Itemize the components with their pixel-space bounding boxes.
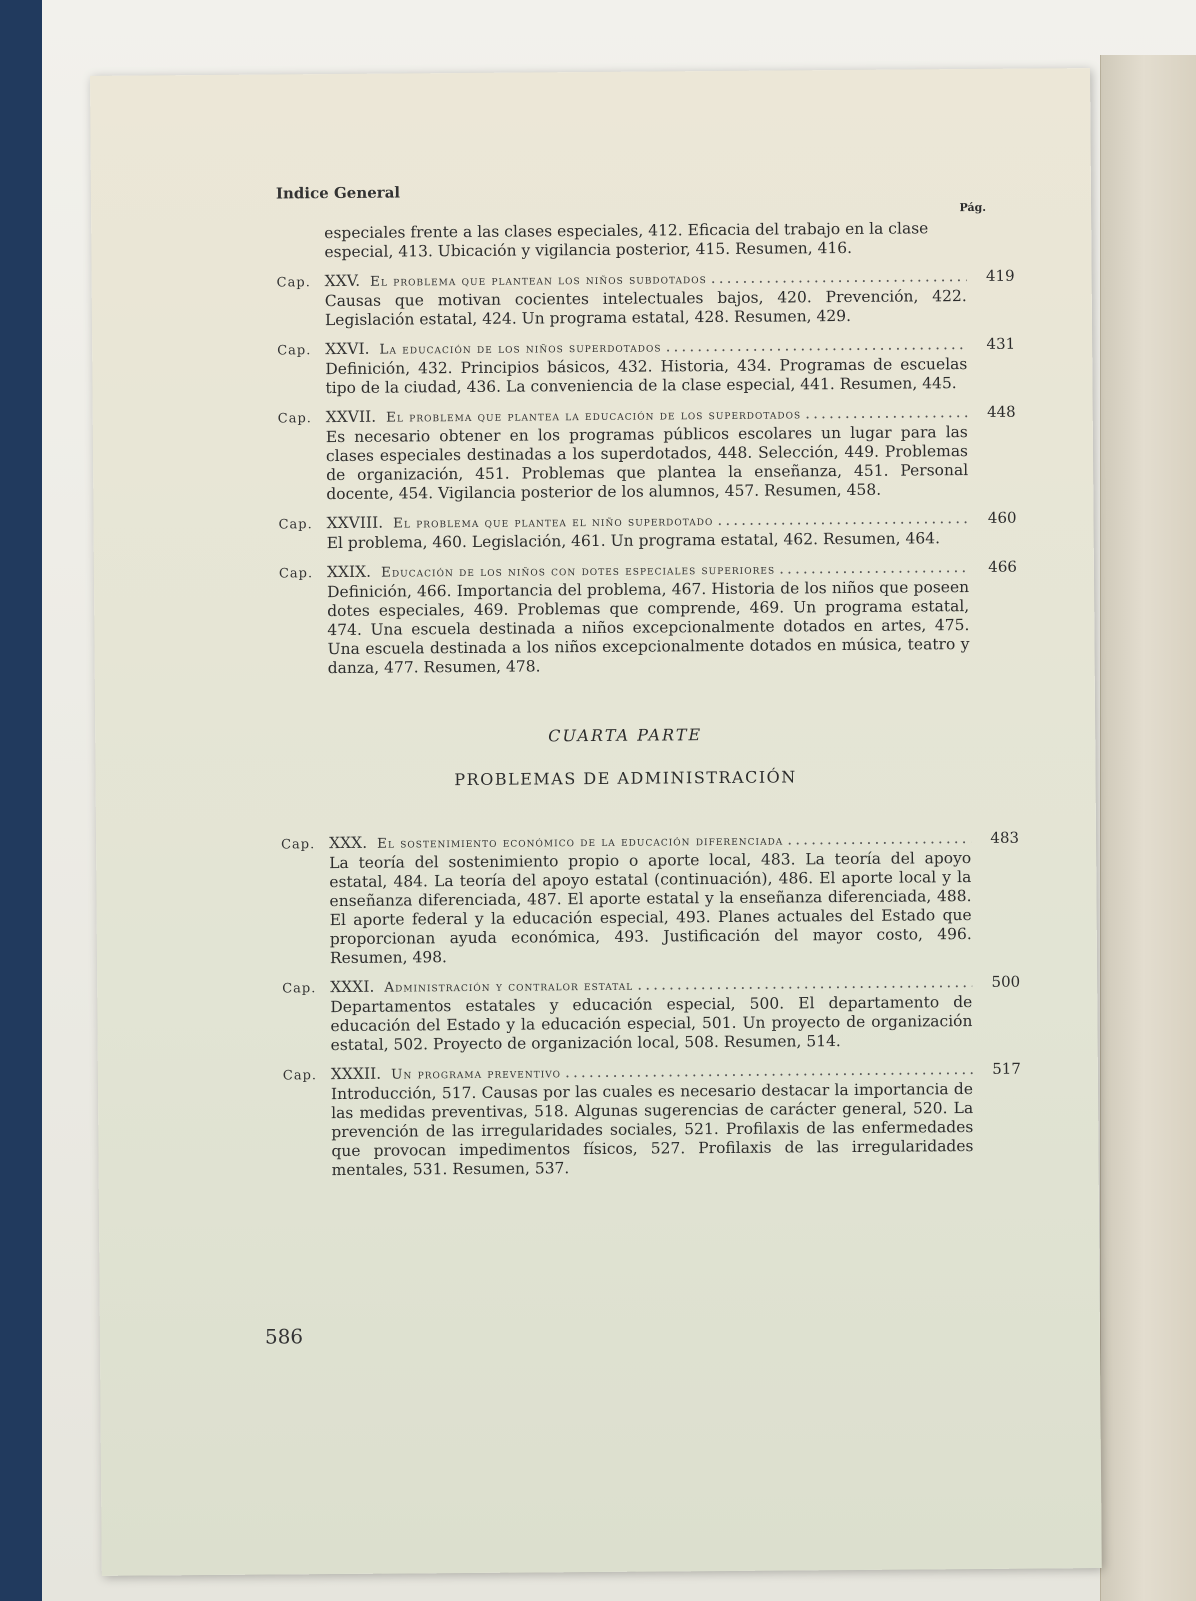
chapter-summary: Es necesario obtener en los programas públicos escolares un lugar para las clases especiales destinadas a los superdotados, 448. Selección, 449. Problemas de organización, 451. Problemas que plantea la enseñanza, 451. Personal docente, 454. Vigilancia posterior de los alumnos, 457. Resumen, 458. xyxy=(325,423,969,504)
chapter-page-number: 448 xyxy=(986,402,1016,421)
toc-group-parte-tercera xyxy=(276,266,1017,678)
chapter-number: XXV. xyxy=(324,271,361,291)
chapter-title: El problema que plantea la educación de los superdotados xyxy=(386,406,802,426)
chapter-number: XXX. xyxy=(328,833,368,853)
chapter-summary: La teoría del sostenimiento propio o aporte local, 483. La teoría del apoyo estatal, 484. La teoría del apoyo estatal (continuación), 486. El aporte local y la enseñanza diferenciada, 487. El aporte estatal y la enseñanza diferenciada, 488. El aporte federal y la educación especial, 493. Planes actuales del Estado que proporcionan ayuda económica, 493. Justificación del mayor costo, 496. Resumen, 498. xyxy=(329,849,972,968)
chapter-page-number: 483 xyxy=(990,828,1020,847)
page-number: 586 xyxy=(264,1324,304,1349)
chapter-number: XXIX. xyxy=(326,562,372,582)
toc-entry xyxy=(278,508,1017,553)
dot-leader xyxy=(711,267,967,288)
chapter-title: El sostenimiento económico de la educación diferenciada xyxy=(377,832,784,852)
chapter-page-number: 460 xyxy=(987,508,1017,527)
page-column-label: Pág. xyxy=(959,200,987,215)
dot-leader xyxy=(637,973,972,995)
toc-group-cuarta-parte xyxy=(281,828,1021,1180)
book-page-edges xyxy=(1100,55,1196,1601)
chapter-summary: Introducción, 517. Causas por las cuales es necesario destacar la importancia de las medidas preventivas, 518. Algunas sugerencias de carácter general, 520. La prevención de las irregularidades sociales, 521. Profilaxis de las enfermedades que provocan impedimentos físicos, 527. Profilaxis de las irregularidades mentales, 531. Resumen, 537. xyxy=(330,1080,974,1180)
toc-entry xyxy=(277,402,1016,504)
chapter-summary: Causas que motivan cocientes intelectuales bajos, 420. Prevención, 422. Legislación estatal, 424. Un programa estatal, 428. Resumen, 429. xyxy=(324,287,967,330)
page-content xyxy=(264,179,1021,1349)
chapter-title: Un programa preventivo xyxy=(391,1065,562,1083)
dot-leader xyxy=(665,335,967,356)
chapter-summary: El problema, 460. Legislación, 461. Un programa estatal, 462. Resumen, 464. xyxy=(326,529,941,553)
chapter-number: XXXII. xyxy=(330,1064,382,1084)
book-page xyxy=(90,68,1102,1576)
toc-entry xyxy=(281,828,1020,968)
chapter-summary: Definición, 432. Principios básicos, 432. Historia, 434. Programas de escuelas tipo de la ciudad, 436. La conveniencia de la clase especial, 441. Resumen, 445. xyxy=(325,355,968,398)
dot-leader xyxy=(787,829,971,849)
chapter-title: Educación de los niños con dotes especiales superiores xyxy=(381,561,776,581)
chapter-number: XXXI. xyxy=(330,977,375,997)
chapter-summary: Departamentos estatales y educación especial, 500. El departamento de educación del Estado y la educación especial, 501. Un proyecto de organización estatal, 502. Proyecto de organización local, 508. Resumen, 514. xyxy=(330,993,973,1055)
chapter-page-number: 431 xyxy=(986,334,1016,353)
chapter-label: Cap. xyxy=(277,411,312,427)
chapter-label: Cap. xyxy=(278,517,313,533)
chapter-page-number: 419 xyxy=(985,266,1015,285)
chapter-label: Cap. xyxy=(278,566,314,582)
chapter-title: La educación de los niños superdotados xyxy=(379,339,662,358)
dot-leader xyxy=(565,1060,973,1082)
running-head: Indice General xyxy=(275,183,401,203)
dot-leader xyxy=(717,509,968,530)
dot-leader xyxy=(805,403,968,423)
chapter-number: XXVI. xyxy=(325,339,370,359)
toc-entry xyxy=(282,1059,1021,1180)
chapter-label: Cap. xyxy=(277,343,312,359)
chapter-number: XXVIII. xyxy=(326,513,384,533)
chapter-label: Cap. xyxy=(282,981,317,997)
chapter-number: XXVII. xyxy=(325,407,377,427)
chapter-label: Cap. xyxy=(276,275,311,291)
toc-entry xyxy=(278,557,1017,678)
toc-entry xyxy=(282,972,1021,1055)
chapter-page-number: 517 xyxy=(992,1059,1021,1078)
dot-leader xyxy=(779,558,969,578)
chapter-label: Cap. xyxy=(282,1068,318,1084)
part-title: CUARTA PARTE xyxy=(548,725,703,746)
toc-entries xyxy=(276,219,1021,1190)
toc-entry xyxy=(277,334,1016,398)
background-blue-strip xyxy=(0,0,42,1601)
chapter-summary: Definición, 466. Importancia del problema, 467. Historia de los niños que poseen dotes especiales, 469. Problemas que comprende, 469. Un programa estatal, 474. Una escuela destinada a niños excepcionalmente dotados en artes, 475. Una escuela destinada a los niños excepcionalmente dotados en música, teatro y danza, 477. Resumen, 478. xyxy=(327,578,970,678)
chapter-title: El problema que plantea el niño superdotado xyxy=(393,513,714,532)
chapter-title: El problema que plantean los niños subdotados xyxy=(370,271,707,290)
part-subtitle: PROBLEMAS DE ADMINISTRACIÓN xyxy=(454,767,797,790)
chapter-label: Cap. xyxy=(281,837,316,853)
chapter-title: Administración y contralor estatal xyxy=(384,977,634,996)
toc-continuation: especiales frente a las clases especiales, 412. Eficacia del trabajo en la clase especial, 413. Ubicación y vigilancia posterior, 415. Resumen, 416. xyxy=(324,219,929,262)
chapter-page-number: 466 xyxy=(988,557,1017,576)
toc-entry xyxy=(276,266,1015,330)
chapter-page-number: 500 xyxy=(991,972,1021,991)
